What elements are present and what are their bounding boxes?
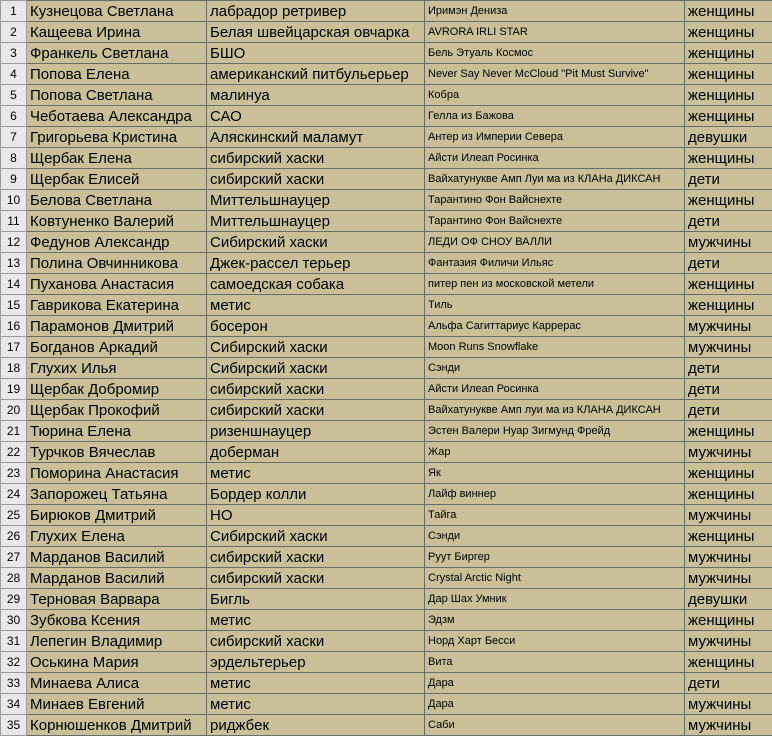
dog-name-cell[interactable]: Гелла из Бажова [425, 106, 685, 127]
breed-cell[interactable]: малинуа [207, 85, 425, 106]
breed-cell[interactable]: ризеншнауцер [207, 421, 425, 442]
row-number-header[interactable]: 13 [1, 253, 27, 274]
dog-name-cell[interactable]: Фантазия Филичи Ильяс [425, 253, 685, 274]
owner-cell[interactable]: Оськина Мария [27, 652, 207, 673]
owner-cell[interactable]: Марданов Василий [27, 568, 207, 589]
table-row [1, 148, 772, 169]
table-row [1, 505, 772, 526]
breed-cell[interactable]: сибирский хаски [207, 379, 425, 400]
breed-cell[interactable]: Бигль [207, 589, 425, 610]
dog-name-cell[interactable]: Иримэн Дениза [425, 1, 685, 22]
breed-cell[interactable]: НО [207, 505, 425, 526]
owner-cell[interactable]: Щербак Елена [27, 148, 207, 169]
table-row [1, 316, 772, 337]
table-row [1, 631, 772, 652]
row-number-header[interactable]: 19 [1, 379, 27, 400]
dog-name-cell[interactable]: Тарантино Фон Вайснехте [425, 190, 685, 211]
owner-cell[interactable]: Минаев Евгений [27, 694, 207, 715]
breed-cell[interactable]: САО [207, 106, 425, 127]
owner-cell[interactable]: Марданов Василий [27, 547, 207, 568]
category-cell[interactable]: дети [685, 169, 772, 190]
row-number-header[interactable]: 16 [1, 316, 27, 337]
row-number-header[interactable]: 27 [1, 547, 27, 568]
table-row [1, 169, 772, 190]
category-cell[interactable]: женщины [685, 64, 772, 85]
row-number-header[interactable]: 14 [1, 274, 27, 295]
owner-cell[interactable]: Запорожец Татьяна [27, 484, 207, 505]
breed-cell[interactable]: сибирский хаски [207, 631, 425, 652]
dog-name-cell[interactable]: Антер из Империи Севера [425, 127, 685, 148]
breed-cell[interactable]: метис [207, 610, 425, 631]
table-row [1, 715, 772, 736]
dog-name-cell[interactable]: Вайхатунукве Амп Луи ма из КЛАНа ДИКСАН [425, 169, 685, 190]
owner-cell[interactable]: Полина Овчинникова [27, 253, 207, 274]
table-row [1, 1, 772, 22]
category-cell[interactable]: дети [685, 358, 772, 379]
category-cell[interactable]: женщины [685, 22, 772, 43]
category-cell[interactable]: мужчины [685, 547, 772, 568]
owner-cell[interactable]: Федунов Александр [27, 232, 207, 253]
dog-name-cell[interactable]: Вита [425, 652, 685, 673]
dog-name-cell[interactable]: Кобра [425, 85, 685, 106]
owner-cell[interactable]: Кащеева Ирина [27, 22, 207, 43]
owner-cell[interactable]: Минаева Алиса [27, 673, 207, 694]
category-cell[interactable]: девушки [685, 127, 772, 148]
row-number-header[interactable]: 20 [1, 400, 27, 421]
owner-cell[interactable]: Тюрина Елена [27, 421, 207, 442]
row-number-header[interactable]: 1 [1, 1, 27, 22]
row-number-header[interactable]: 11 [1, 211, 27, 232]
dog-name-cell[interactable]: Тиль [425, 295, 685, 316]
owner-cell[interactable]: Терновая Варвара [27, 589, 207, 610]
table-row [1, 484, 772, 505]
breed-cell[interactable]: самоедская собака [207, 274, 425, 295]
dog-name-cell[interactable]: Руут Биргер [425, 547, 685, 568]
category-cell[interactable]: дети [685, 211, 772, 232]
table-row [1, 673, 772, 694]
category-cell[interactable]: женщины [685, 526, 772, 547]
table-row [1, 526, 772, 547]
dog-name-cell[interactable]: Дар Шах Умник [425, 589, 685, 610]
owner-cell[interactable]: Чеботаева Александра [27, 106, 207, 127]
owner-cell[interactable]: Поморина Анастасия [27, 463, 207, 484]
breed-cell[interactable]: Аляскинский маламут [207, 127, 425, 148]
breed-cell[interactable]: метис [207, 295, 425, 316]
breed-cell[interactable]: метис [207, 673, 425, 694]
owner-cell[interactable]: Попова Елена [27, 64, 207, 85]
table-row [1, 211, 772, 232]
table-row [1, 127, 772, 148]
category-cell[interactable]: женщины [685, 1, 772, 22]
category-cell[interactable]: мужчины [685, 505, 772, 526]
owner-cell[interactable]: Парамонов Дмитрий [27, 316, 207, 337]
table-row [1, 652, 772, 673]
table-row [1, 85, 772, 106]
breed-cell[interactable]: босерон [207, 316, 425, 337]
breed-cell[interactable]: Сибирский хаски [207, 232, 425, 253]
dog-name-cell[interactable]: Вайхатунукве Амп луи ма из КЛАНА ДИКСАН [425, 400, 685, 421]
row-number-header[interactable]: 35 [1, 715, 27, 736]
table-row [1, 274, 772, 295]
breed-cell[interactable]: лабрадор ретривер [207, 1, 425, 22]
owner-cell[interactable]: Франкель Светлана [27, 43, 207, 64]
dog-name-cell[interactable]: Бель Этуаль Космос [425, 43, 685, 64]
owner-cell[interactable]: Григорьева Кристина [27, 127, 207, 148]
breed-cell[interactable]: метис [207, 463, 425, 484]
row-number-header[interactable]: 15 [1, 295, 27, 316]
dog-name-cell[interactable]: Never Say Never McCloud "Pit Must Survive" [425, 64, 685, 85]
category-cell[interactable]: женщины [685, 421, 772, 442]
category-cell[interactable]: женщины [685, 652, 772, 673]
table-row [1, 442, 772, 463]
owner-cell[interactable]: Лепегин Владимир [27, 631, 207, 652]
dog-name-cell[interactable]: Саби [425, 715, 685, 736]
table-row [1, 337, 772, 358]
category-cell[interactable]: мужчины [685, 442, 772, 463]
category-cell[interactable]: женщины [685, 274, 772, 295]
row-number-header[interactable]: 26 [1, 526, 27, 547]
owner-cell[interactable]: Щербак Елисей [27, 169, 207, 190]
owner-cell[interactable]: Зубкова Ксения [27, 610, 207, 631]
row-number-header[interactable]: 29 [1, 589, 27, 610]
breed-cell[interactable]: Джек-рассел терьер [207, 253, 425, 274]
table-row [1, 232, 772, 253]
owner-cell[interactable]: Глухих Елена [27, 526, 207, 547]
row-number-header[interactable]: 9 [1, 169, 27, 190]
dog-name-cell[interactable]: Айсти Илеап Росинка [425, 379, 685, 400]
category-cell[interactable]: женщины [685, 106, 772, 127]
dog-name-cell[interactable]: ЛЕДИ ОФ СНОУ ВАЛЛИ [425, 232, 685, 253]
owner-cell[interactable]: Попова Светлана [27, 85, 207, 106]
owner-cell[interactable]: Щербак Добромир [27, 379, 207, 400]
dog-name-cell[interactable]: Эстен Валери Нуар Зигмунд Фрейд [425, 421, 685, 442]
category-cell[interactable]: мужчины [685, 715, 772, 736]
category-cell[interactable]: женщины [685, 148, 772, 169]
row-number-header[interactable]: 30 [1, 610, 27, 631]
table-row [1, 568, 772, 589]
dog-name-cell[interactable]: Тайга [425, 505, 685, 526]
table-row [1, 295, 772, 316]
breed-cell[interactable]: риджбек [207, 715, 425, 736]
row-number-header[interactable]: 12 [1, 232, 27, 253]
table-row [1, 22, 772, 43]
table-row [1, 64, 772, 85]
breed-cell[interactable]: сибирский хаски [207, 547, 425, 568]
row-number-header[interactable]: 6 [1, 106, 27, 127]
table-row [1, 589, 772, 610]
table-row [1, 190, 772, 211]
breed-cell[interactable]: Белая швейцарская овчарка [207, 22, 425, 43]
breed-cell[interactable]: БШО [207, 43, 425, 64]
owner-cell[interactable]: Ковтуненко Валерий [27, 211, 207, 232]
category-cell[interactable]: мужчины [685, 337, 772, 358]
category-cell[interactable]: мужчины [685, 316, 772, 337]
table-row [1, 610, 772, 631]
row-number-header[interactable]: 10 [1, 190, 27, 211]
owner-cell[interactable]: Кузнецова Светлана [27, 1, 207, 22]
row-number-header[interactable]: 5 [1, 85, 27, 106]
breed-cell[interactable]: Сибирский хаски [207, 526, 425, 547]
row-number-header[interactable]: 8 [1, 148, 27, 169]
row-number-header[interactable]: 23 [1, 463, 27, 484]
breed-cell[interactable]: сибирский хаски [207, 148, 425, 169]
owner-cell[interactable]: Белова Светлана [27, 190, 207, 211]
category-cell[interactable]: женщины [685, 85, 772, 106]
category-cell[interactable]: женщины [685, 610, 772, 631]
dog-name-cell[interactable]: AVRORA IRLI STAR [425, 22, 685, 43]
owner-cell[interactable]: Щербак Прокофий [27, 400, 207, 421]
dog-name-cell[interactable]: Дара [425, 694, 685, 715]
category-cell[interactable]: мужчины [685, 631, 772, 652]
owner-cell[interactable]: Бирюков Дмитрий [27, 505, 207, 526]
table-row [1, 694, 772, 715]
owner-cell[interactable]: Корнюшенков Дмитрий [27, 715, 207, 736]
row-number-header[interactable]: 24 [1, 484, 27, 505]
dog-name-cell[interactable]: Як [425, 463, 685, 484]
row-number-header[interactable]: 7 [1, 127, 27, 148]
dog-name-cell[interactable]: питер пен из московской метели [425, 274, 685, 295]
breed-cell[interactable]: Миттельшнауцер [207, 211, 425, 232]
row-number-header[interactable]: 28 [1, 568, 27, 589]
table-row [1, 358, 772, 379]
owner-cell[interactable]: Гаврикова Екатерина [27, 295, 207, 316]
row-number-header[interactable]: 25 [1, 505, 27, 526]
dog-name-cell[interactable]: Crystal Arctic Night [425, 568, 685, 589]
category-cell[interactable]: женщины [685, 295, 772, 316]
table-row [1, 253, 772, 274]
owner-cell[interactable]: Глухих Илья [27, 358, 207, 379]
dog-name-cell[interactable]: Moon Runs Snowflake [425, 337, 685, 358]
breed-cell[interactable]: американский питбульерьер [207, 64, 425, 85]
breed-cell[interactable]: сибирский хаски [207, 169, 425, 190]
row-number-header[interactable]: 2 [1, 22, 27, 43]
breed-cell[interactable]: метис [207, 694, 425, 715]
dog-name-cell[interactable]: Дара [425, 673, 685, 694]
table-row [1, 106, 772, 127]
row-number-header[interactable]: 3 [1, 43, 27, 64]
row-number-header[interactable]: 4 [1, 64, 27, 85]
row-number-header[interactable]: 31 [1, 631, 27, 652]
breed-cell[interactable]: доберман [207, 442, 425, 463]
category-cell[interactable]: мужчины [685, 232, 772, 253]
category-cell[interactable]: дети [685, 673, 772, 694]
category-cell[interactable]: дети [685, 400, 772, 421]
category-cell[interactable]: мужчины [685, 694, 772, 715]
row-number-header[interactable]: 21 [1, 421, 27, 442]
breed-cell[interactable]: Сибирский хаски [207, 337, 425, 358]
table-row [1, 379, 772, 400]
dog-name-cell[interactable]: Норд Харт Бесси [425, 631, 685, 652]
dog-name-cell[interactable]: Жар [425, 442, 685, 463]
table-row [1, 547, 772, 568]
category-cell[interactable]: девушки [685, 589, 772, 610]
table-row [1, 421, 772, 442]
table-body [1, 1, 772, 736]
owner-cell[interactable]: Турчков Вячеслав [27, 442, 207, 463]
dog-name-cell[interactable]: Айсти Илеап Росинка [425, 148, 685, 169]
table-row [1, 463, 772, 484]
breed-cell[interactable]: Бордер колли [207, 484, 425, 505]
category-cell[interactable]: дети [685, 379, 772, 400]
category-cell[interactable]: женщины [685, 484, 772, 505]
dog-name-cell[interactable]: Сэнди [425, 526, 685, 547]
row-number-header[interactable]: 17 [1, 337, 27, 358]
dog-name-cell[interactable]: Сэнди [425, 358, 685, 379]
row-number-header[interactable]: 18 [1, 358, 27, 379]
breed-cell[interactable]: Сибирский хаски [207, 358, 425, 379]
dog-name-cell[interactable]: Тарантино Фон Вайснехте [425, 211, 685, 232]
category-cell[interactable]: женщины [685, 43, 772, 64]
row-number-header[interactable]: 22 [1, 442, 27, 463]
dog-name-cell[interactable]: Лайф виннер [425, 484, 685, 505]
breed-cell[interactable]: Миттельшнауцер [207, 190, 425, 211]
dog-name-cell[interactable]: Альфа Сагиттариус Каррерас [425, 316, 685, 337]
breed-cell[interactable]: сибирский хаски [207, 400, 425, 421]
category-cell[interactable]: женщины [685, 463, 772, 484]
category-cell[interactable]: мужчины [685, 568, 772, 589]
category-cell[interactable]: дети [685, 253, 772, 274]
owner-cell[interactable]: Богданов Аркадий [27, 337, 207, 358]
breed-cell[interactable]: сибирский хаски [207, 568, 425, 589]
breed-cell[interactable]: эрдельтерьер [207, 652, 425, 673]
table-row [1, 43, 772, 64]
row-number-header[interactable]: 34 [1, 694, 27, 715]
table-row [1, 400, 772, 421]
dog-name-cell[interactable]: Эдзм [425, 610, 685, 631]
row-number-header[interactable]: 33 [1, 673, 27, 694]
row-number-header[interactable]: 32 [1, 652, 27, 673]
owner-cell[interactable]: Пуханова Анастасия [27, 274, 207, 295]
category-cell[interactable]: женщины [685, 190, 772, 211]
